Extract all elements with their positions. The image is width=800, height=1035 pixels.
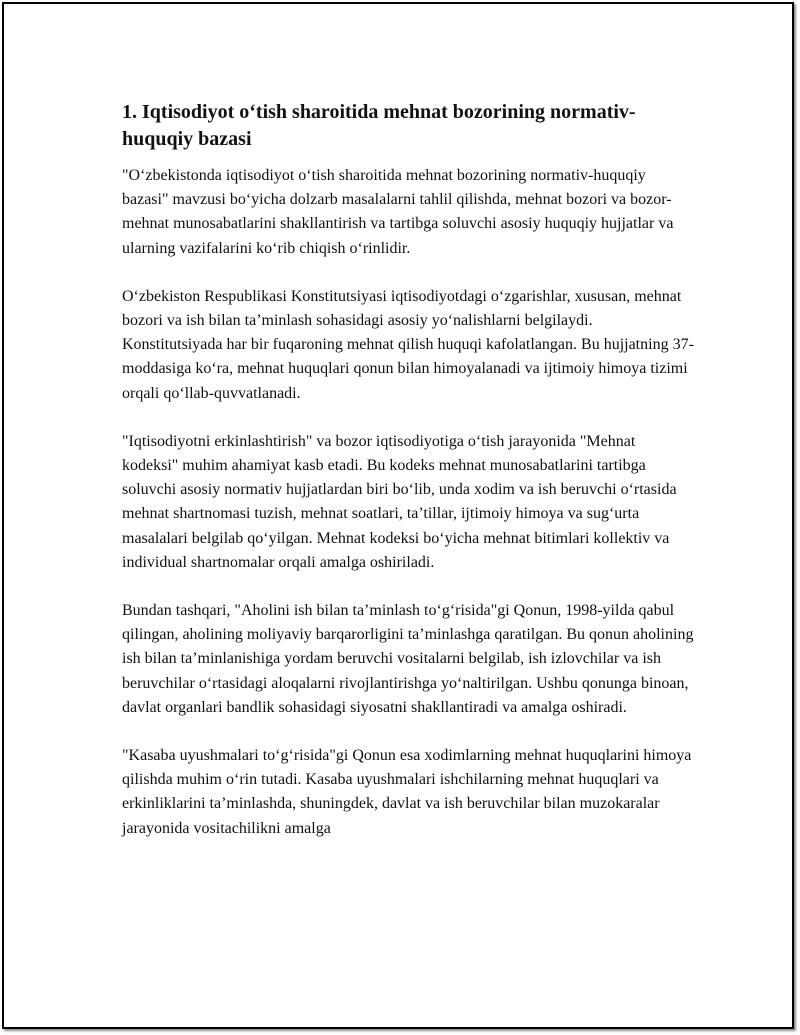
paragraph-intro: "O‘zbekistonda iqtisodiyot o‘tish sharoitida mehnat bozorining normativ-huquqiy bazasi" mavzusi bo‘yicha dolzarb masalalarni tahlil qilishda, mehnat bozori va bozor-mehnat munosabatlarini shakllantirish va tartibga soluvchi asosiy huquqiy hujjatlar va ularning vazifalarini ko‘rib chiqish o‘rinlidir. [122,167,674,257]
paragraph-constitution: O‘zbekiston Respublikasi Konstitutsiyasi iqtisodiyotdagi o‘zgarishlar, xususan, mehnat bozori va ish bilan ta’minlash sohasidagi asosiy yo‘nalishlarni belgilaydi. Konstitutsiyada har bir fuqaroning mehnat qilish huquqi kafolatlangan. Bu hujjatning 37-moddasiga ko‘ra, mehnat huquqlari qonun bilan himoyalanadi va ijtimoiy himoya tizimi orqali qo‘llab-quvvatlanadi. [122,287,694,402]
paragraph-employment-law: Bundan tashqari, "Aholini ish bilan ta’minlash to‘g‘risida"gi Qonun, 1998-yilda qabul qilingan, aholining moliyaviy barqarorligini ta’minlashga qaratilgan. Bu qonun aholining ish bilan ta’minlanishiga yordam beruvchi vositalarni belgilab, ish izlovchilar va ish beruvchilar o‘rtasidagi aloqalarni rivojlantirishga yo‘naltirilgan. Ushbu qonunga binoan, davlat organlari bandlik sohasidagi siyosatni shakllantiradi va amalga oshiradi. [122,602,694,716]
section-heading: 1. Iqtisodiyot o‘tish sharoitida mehnat bozorining normativ-huquqiy bazasi [122,101,636,150]
paragraph-labor-code: "Iqtisodiyotni erkinlashtirish" va bozor iqtisodiyotiga o‘tish jarayonida "Mehnat kodeksi" muhim ahamiyat kasb etadi. Bu kodeks mehnat munosabatlarini tartibga soluvchi asosiy normativ hujjatlardan biri bo‘lib, unda xodim va ish beruvchi o‘rtasida mehnat shartnomasi tuzish, mehnat soatlari, ta’tillar, ijtimoiy himoya va sug‘urta masalalari belgilab qo‘yilgan. Mehnat kodeksi bo‘yicha mehnat bitimlari kollektiv va individual shartnomalar orqali amalga oshiriladi. [122,432,677,571]
document-page [2,2,794,1029]
paragraph-trade-unions: "Kasaba uyushmalari to‘g‘risida"gi Qonun esa xodimlarning mehnat huquqlarini himoya qilishda muhim o‘rin tutadi. Kasaba uyushmalari ishchilarning mehnat huquqlari va erkinliklarini ta’minlashda, shuningdek, davlat va ish beruvchilar bilan muzokaralar jarayonida vositachilikni amalga [122,747,692,837]
document-body [122,99,694,865]
